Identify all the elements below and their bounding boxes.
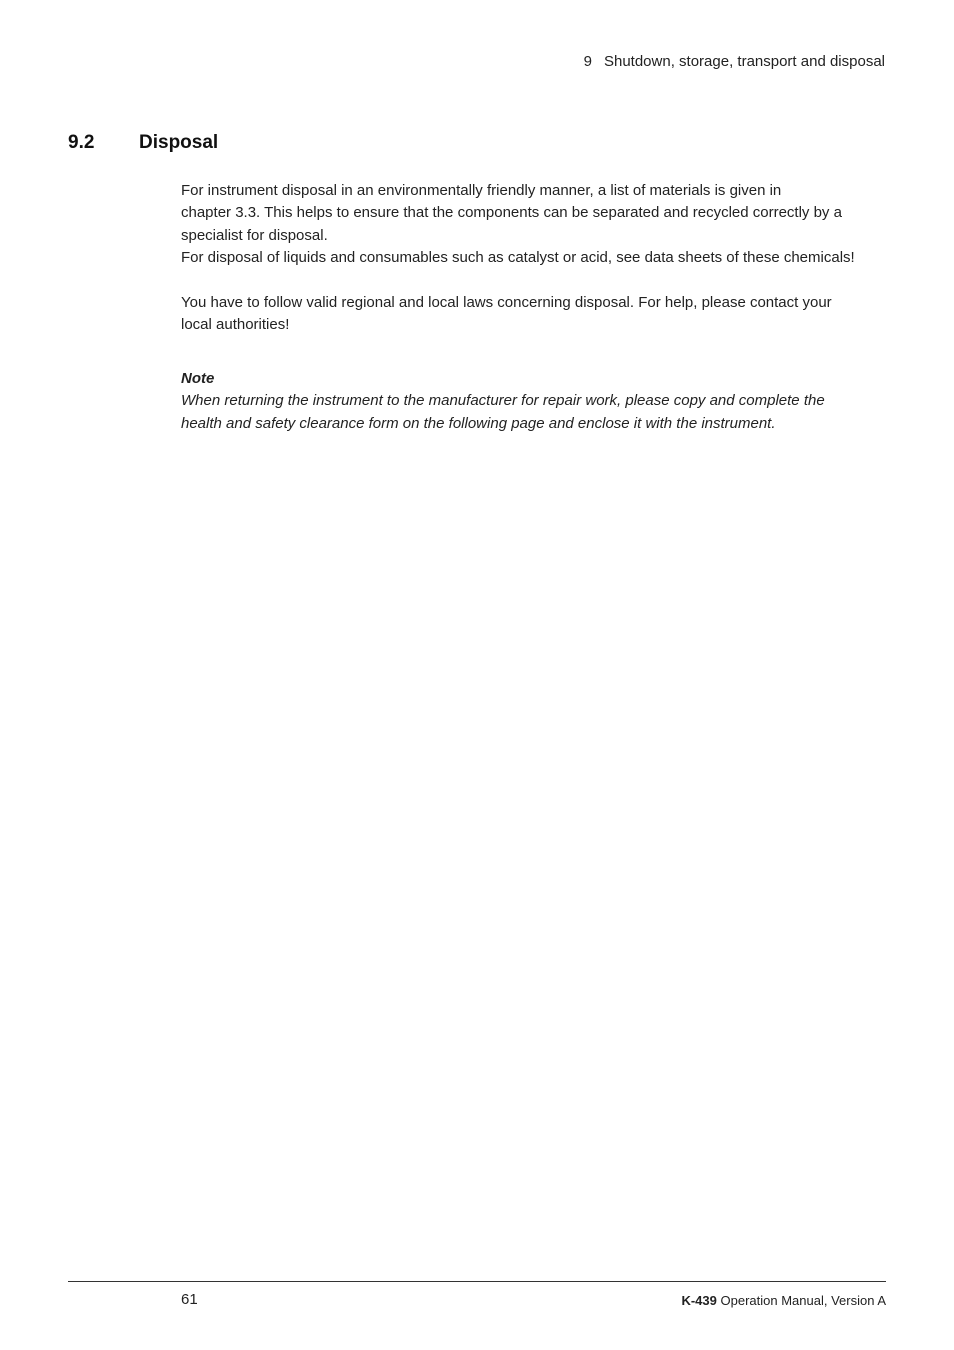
footer-divider	[68, 1281, 886, 1282]
section-heading	[68, 132, 218, 154]
disposal-paragraph-1	[181, 180, 886, 270]
text-line: chapter 3.3. This helps to ensure that the components can be separated and recycled correctly by a	[181, 204, 842, 222]
page-number: 61	[181, 1291, 198, 1308]
disposal-paragraph-2	[181, 292, 886, 337]
text-line: For instrument disposal in an environmentally friendly manner, a list of materials is given in	[181, 182, 782, 199]
header-chapter-number: 9	[583, 53, 592, 70]
section-title: Disposal	[139, 132, 219, 153]
section-number: 9.2	[68, 132, 95, 153]
footer-model: K-439	[681, 1293, 717, 1308]
note-title: Note	[181, 370, 215, 387]
footer-doc-title: Operation Manual, Version A	[716, 1293, 886, 1308]
text-line: You have to follow valid regional and local laws concerning disposal. For help, please contact your	[181, 294, 832, 311]
running-header	[584, 53, 885, 70]
note-line: When returning the instrument to the manufacturer for repair work, please copy and complete the	[181, 392, 825, 410]
footer-document-title	[681, 1293, 886, 1308]
note-line: health and safety clearance form on the following page and enclose it with the instrument.	[181, 414, 776, 432]
note-block	[181, 368, 886, 435]
text-line: specialist for disposal.	[181, 226, 328, 244]
text-line: For disposal of liquids and consumables such as catalyst or acid, see data sheets of these chemicals!	[181, 249, 855, 267]
text-line: local authorities!	[181, 316, 290, 334]
header-chapter-title: Shutdown, storage, transport and disposal	[603, 53, 885, 70]
